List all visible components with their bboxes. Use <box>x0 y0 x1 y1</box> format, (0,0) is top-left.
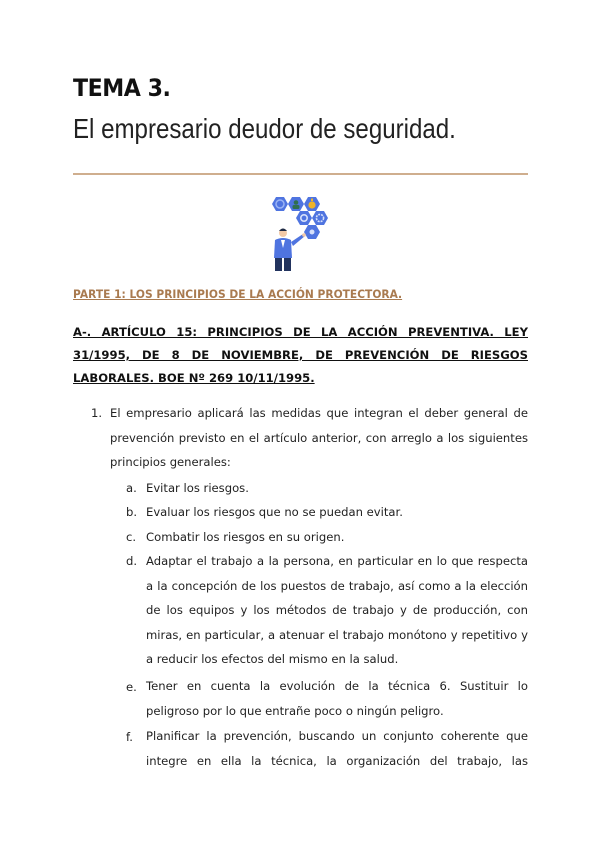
list-item: Planificar la prevención, buscando un conjunto coherente que integre en ella la técnica, la organización del trabajo, las <box>146 729 528 768</box>
list-item-label: d. <box>126 554 138 568</box>
list-item-label: c. <box>126 530 137 544</box>
section-heading: PARTE 1: LOS PRINCIPIOS DE LA ACCIÓN PROTECTORA. <box>73 287 403 301</box>
list-item-label: b. <box>126 505 138 519</box>
list-item: Combatir los riesgos en su origen. <box>146 530 345 544</box>
list-item-label: f. <box>126 730 133 744</box>
list-item-label: a. <box>126 481 137 495</box>
list-intro-paragraph: El empresario aplicará las medidas que integran el deber general de prevención previsto en el artículo anterior, con arreglo a los siguientes principios generales: <box>110 406 528 469</box>
list-item: Evaluar los riesgos que no se puedan evitar. <box>146 505 403 519</box>
article-heading: A-. ARTÍCULO 15: PRINCIPIOS DE LA ACCIÓN PREVENTIVA. LEY 31/1995, DE 8 DE NOVIEMBRE, DE PREVENCIÓN DE RIESGOS LABORALES. BOE Nº 269 10/11/1995. <box>73 325 528 385</box>
list-item: Adaptar el trabajo a la persona, en particular en lo que respecta a la concepción de los puestos de trabajo, así como a la elección de los equipos y los métodos de trabajo y de producción, con miras, en particular, a atenuar el trabajo monótono y repetitivo y a reducir los efectos del mismo en la salud. <box>146 554 528 666</box>
list-item: Tener en cuenta la evolución de la técnica 6. Sustituir lo peligroso por lo que entrañe poco o ningún peligro. <box>146 679 528 718</box>
list-item: Evitar los riesgos. <box>146 481 249 495</box>
topic-number: TEMA 3. <box>73 74 171 102</box>
title-divider <box>73 173 528 175</box>
list-number: 1. <box>91 406 103 420</box>
list-item-label: e. <box>126 680 137 694</box>
business-person-hexagon-icon <box>263 192 337 272</box>
page-title: El empresario deudor de seguridad. <box>73 113 456 144</box>
